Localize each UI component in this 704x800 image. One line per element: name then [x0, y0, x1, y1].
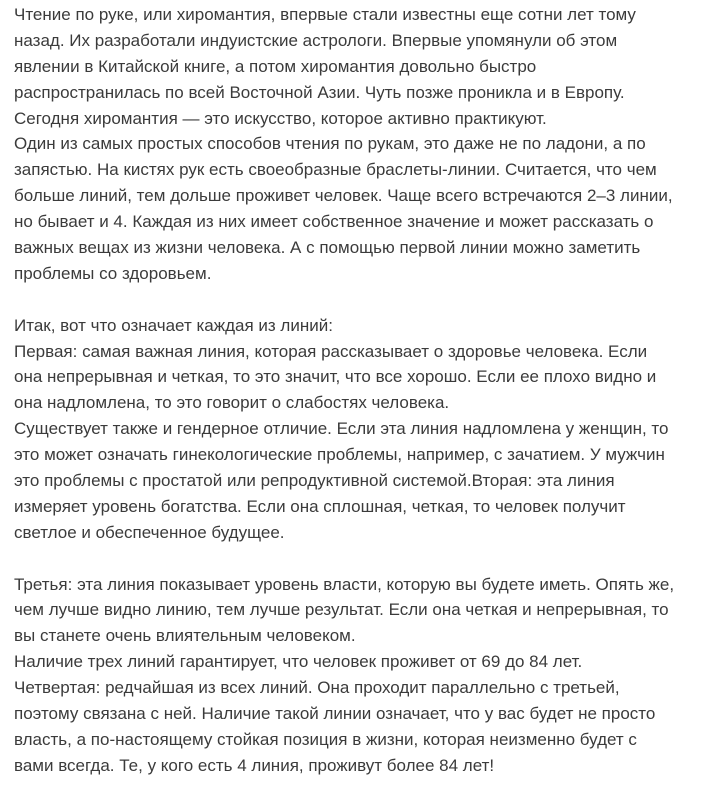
text-line: она непрерывная и четкая, то это значит, что все хорошо. Если ее плохо видно и — [14, 367, 657, 387]
text-line: это может означать гинекологические проблемы, например, с зачатием. У мужчин — [14, 445, 665, 465]
text-line: проблемы со здоровьем. — [14, 263, 212, 283]
text-line: больше линий, тем дольше проживет человек. Чаще всего встречаются 2–3 линии, — [14, 186, 673, 206]
text-line: поэтому связана с ней. Наличие такой линии означает, что у вас будет не просто — [14, 704, 656, 724]
text-line: измеряет уровень богатства. Если она сплошная, четкая, то человек получит — [14, 496, 626, 516]
text-line: Четвертая: редчайшая из всех линий. Она проходит параллельно с третьей, — [14, 678, 620, 698]
paragraph-gap — [14, 546, 698, 572]
text-line: Сегодня хиромантия — это искусство, которое активно практикуют. — [14, 108, 547, 128]
text-line: Один из самых простых способов чтения по рукам, это даже не по ладони, а по — [14, 134, 646, 154]
text-line: назад. Их разработали индуистские астрологи. Впервые упомянули об этом — [14, 30, 618, 50]
text-line: власть, а по-настоящему стойкая позиция в жизни, которая неизменно будет с — [14, 729, 637, 749]
text-line: она надломлена, то это говорит о слабостях человека. — [14, 393, 450, 413]
text-line: это проблемы с простатой или репродуктивной системой.Вторая: эта линия — [14, 471, 615, 491]
text-line: Третья: эта линия показывает уровень власти, которую вы будете иметь. Опять же, — [14, 574, 675, 594]
text-line: важных вещах из жизни человека. А с помощью первой линии можно заметить — [14, 238, 641, 258]
text-line: распространилась по всей Восточной Азии. Чуть позже проникла и в Европу. — [14, 82, 625, 102]
text-line: запястью. На кистях рук есть своеобразные браслеты-линии. Считается, что чем — [14, 160, 657, 180]
text-line: Итак, вот что означает каждая из линий: — [14, 315, 333, 335]
text-line: Чтение по руке, или хиромантия, впервые стали известны еще сотни лет тому — [14, 5, 636, 24]
text-line: вами всегда. Те, у кого есть 4 линия, проживут более 84 лет! — [14, 755, 495, 775]
text-line: Существует также и гендерное отличие. Если эта линия надломлена у женщин, то — [14, 419, 669, 439]
text-line: Первая: самая важная линия, которая рассказывает о здоровье человека. Если — [14, 341, 648, 361]
text-line: светлое и обеспеченное будущее. — [14, 522, 285, 542]
text-line: Наличие трех линий гарантирует, что человек проживет от 69 до 84 лет. — [14, 652, 583, 672]
text-line: явлении в Китайской книге, а потом хиромантия довольно быстро — [14, 56, 537, 76]
paragraph-gap — [14, 287, 698, 313]
text-line: чем лучше видно линию, тем лучше результат. Если она четкая и непрерывная, то — [14, 600, 669, 620]
text-line: но бывает и 4. Каждая из них имеет собственное значение и может рассказать о — [14, 212, 654, 232]
text-line: вы станете очень влиятельным человеком. — [14, 626, 356, 646]
